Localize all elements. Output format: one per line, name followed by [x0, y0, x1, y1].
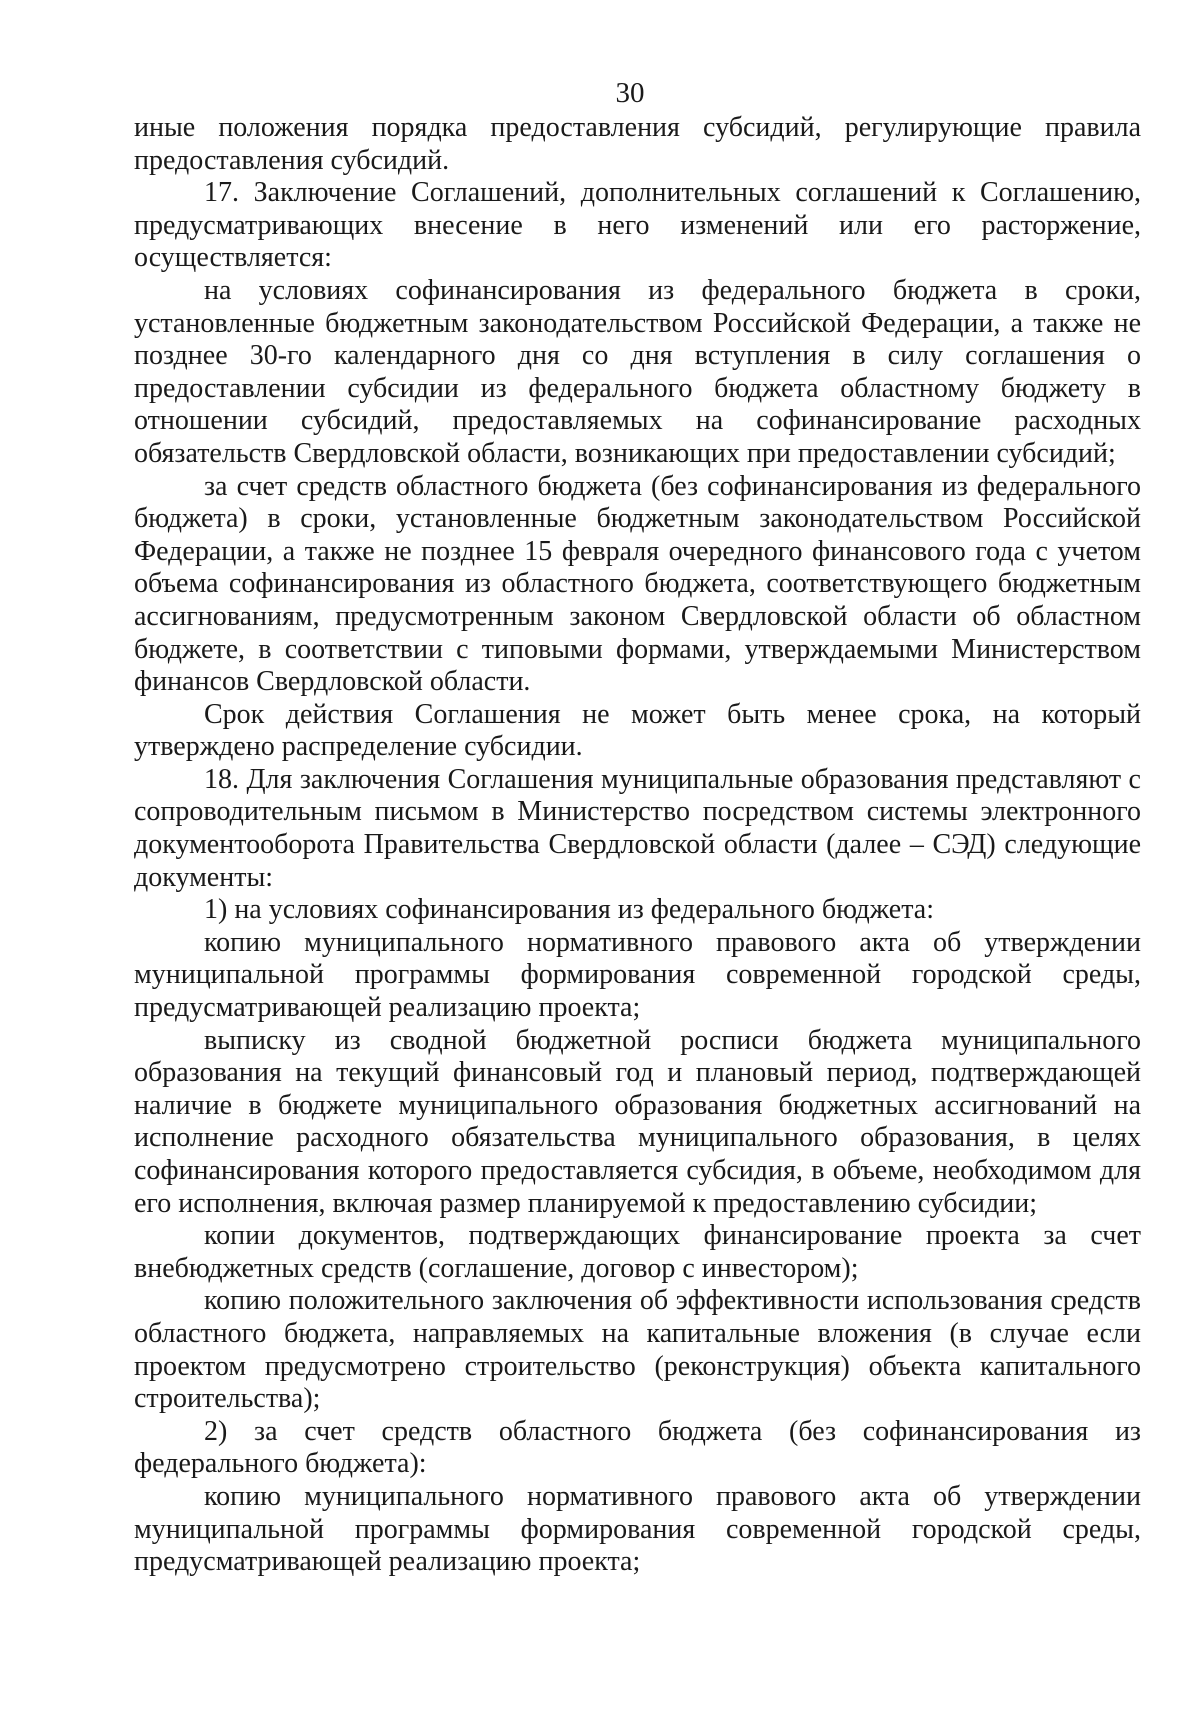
paragraph-continuation: иные положения порядка предоставления субсидий, регулирующие правила предоставления субсидий.	[134, 112, 1141, 176]
paragraph-budget-extract: выписку из сводной бюджетной росписи бюджета муниципального образования на текущий финансовый год и плановый период, подтверждающей наличие в бюджете муниципального образования бюджетных ассигнований на исполнение расходного обязательства муниципального образования, в целях софинансирования которого предоставляется субсидия, в объеме, необходимом для его исполнения, включая размер планируемой к предоставлению субсидии;	[134, 1024, 1141, 1219]
paragraph-subitem-1: 1) на условиях софинансирования из федерального бюджета:	[204, 894, 934, 926]
paragraph-item-18: 18. Для заключения Соглашения муниципальные образования представляют с сопроводительным письмом в Министерство посредством системы электронного документооборота Правительства Свердловской области (далее – СЭД) следующие документы:	[134, 763, 1141, 893]
paragraph-agreement-term: Срок действия Соглашения не может быть менее срока, на который утверждено распределение субсидии.	[134, 698, 1141, 763]
document-body	[134, 112, 1141, 1579]
paragraph-subitem-2: 2) за счет средств областного бюджета (без софинансирования из федерального бюджета):	[134, 1415, 1141, 1480]
paragraph-efficiency-conclusion: копию положительного заключения об эффективности использования средств областного бюджета, направляемых на капитальные вложения (в случае если проектом предусмотрено строительство (реконструкция) объекта капитального строительства);	[134, 1285, 1141, 1415]
paragraph-program-act-copy-2: копию муниципального нормативного правового акта об утверждении муниципальной программы формирования современной городской среды, предусматривающей реализацию проекта;	[134, 1480, 1141, 1578]
paragraph-federal-cofinancing-terms: на условиях софинансирования из федерального бюджета в сроки, установленные бюджетным законодательством Российской Федерации, а также не позднее 30-го календарного дня со дня вступления в силу соглашения о предоставлении субсидии из федерального бюджета областному бюджету в отношении субсидий, предоставляемых на софинансирование расходных обязательств Свердловской области, возникающих при предоставлении субсидий;	[134, 274, 1141, 469]
page-number: 30	[615, 77, 645, 109]
paragraph-program-act-copy: копию муниципального нормативного правового акта об утверждении муниципальной программы формирования современной городской среды, предусматривающей реализацию проекта;	[134, 926, 1141, 1024]
paragraph-investor-documents: копии документов, подтверждающих финансирование проекта за счет внебюджетных средств (соглашение, договор с инвестором);	[134, 1220, 1141, 1284]
paragraph-item-17: 17. Заключение Соглашений, дополнительных соглашений к Соглашению, предусматривающих внесение в него изменений или его расторжение, осуществляется:	[134, 177, 1141, 274]
paragraph-regional-budget-terms: за счет средств областного бюджета (без софинансирования из федерального бюджета) в сроки, установленные бюджетным законодательством Российской Федерации, а также не позднее 15 февраля очередного финансового года с учетом объема софинансирования из областного бюджета, соответствующего бюджетным ассигнованиям, предусмотренным законом Свердловской области об областном бюджете, в соответствии с типовыми формами, утверждаемыми Министерством финансов Свердловской области.	[134, 470, 1141, 698]
